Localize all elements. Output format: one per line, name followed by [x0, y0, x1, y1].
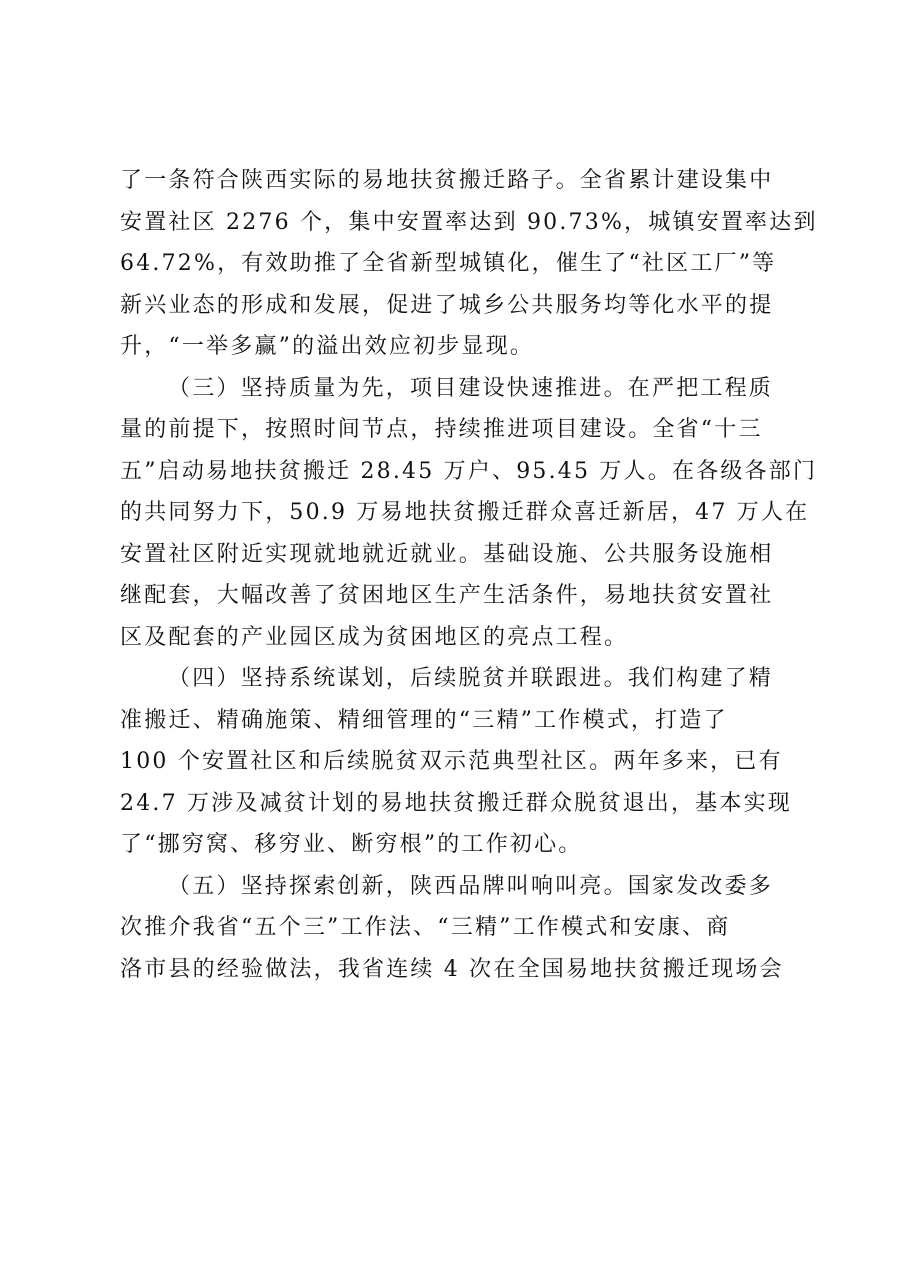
text-line: 次推介我省“五个三”工作法、“三精”工作模式和安康、商 — [120, 915, 731, 940]
text-line: 了一条符合陕西实际的易地扶贫搬迁路子。全省累计建设集中 — [120, 168, 774, 193]
text-line: 继配套，大幅改善了贫困地区生产生活条件，易地扶贫安置社 — [120, 583, 774, 608]
paragraph-3 — [120, 658, 800, 866]
paragraph-2 — [120, 368, 818, 659]
text-line: 24.7 万涉及减贫计划的易地扶贫搬迁群众脱贫退出，基本实现 — [120, 790, 792, 816]
text-line: 64.72%，有效助推了全省新型城镇化，催生了“社区工厂”等 — [120, 251, 777, 276]
text-line: 区及配套的产业园区成为贫困地区的亮点工程。 — [120, 624, 629, 650]
text-line: 新兴业态的形成和发展，促进了城乡公共服务均等化水平的提 — [120, 292, 774, 318]
paragraph-4 — [120, 866, 800, 991]
text-line: 五”启动易地扶贫搬迁 28.45 万户、95.45 万人。在各级各部门 — [120, 458, 818, 484]
text-line: 安置社区附近实现就地就近就业。基础设施、公共服务设施相 — [120, 541, 774, 567]
text-line: 安置社区 2276 个，集中安置率达到 90.73%，城镇安置率达到 — [120, 209, 818, 235]
text-line: 准搬迁、精确施策、精细管理的“三精”工作模式，打造了 — [120, 707, 728, 733]
text-line: 量的前提下，按照时间节点，持续推进项目建设。全省“十三 — [120, 417, 763, 442]
text-line: 升，“一举多赢”的溢出效应初步显现。 — [120, 334, 535, 359]
text-line: 了“挪穷窝、移穷业、断穷根”的工作初心。 — [120, 832, 583, 857]
paragraph-1 — [120, 160, 818, 368]
document-body — [120, 160, 818, 990]
text-line: 100 个安置社区和后续脱贫双示范典型社区。两年多来，已有 — [120, 749, 783, 774]
text-line: （五）坚持探索创新，陕西品牌叫响叫亮。国家发改委多 — [168, 873, 774, 899]
text-line: 的共同努力下，50.9 万易地扶贫搬迁群众喜迁新居，47 万人在 — [120, 500, 810, 525]
text-line: 洛市县的经验做法，我省连续 4 次在全国易地扶贫搬迁现场会 — [120, 956, 784, 982]
text-line: （三）坚持质量为先，项目建设快速推进。在严把工程质 — [168, 375, 774, 401]
text-line: （四）坚持系统谋划，后续脱贫并联跟进。我们构建了精 — [168, 666, 774, 691]
